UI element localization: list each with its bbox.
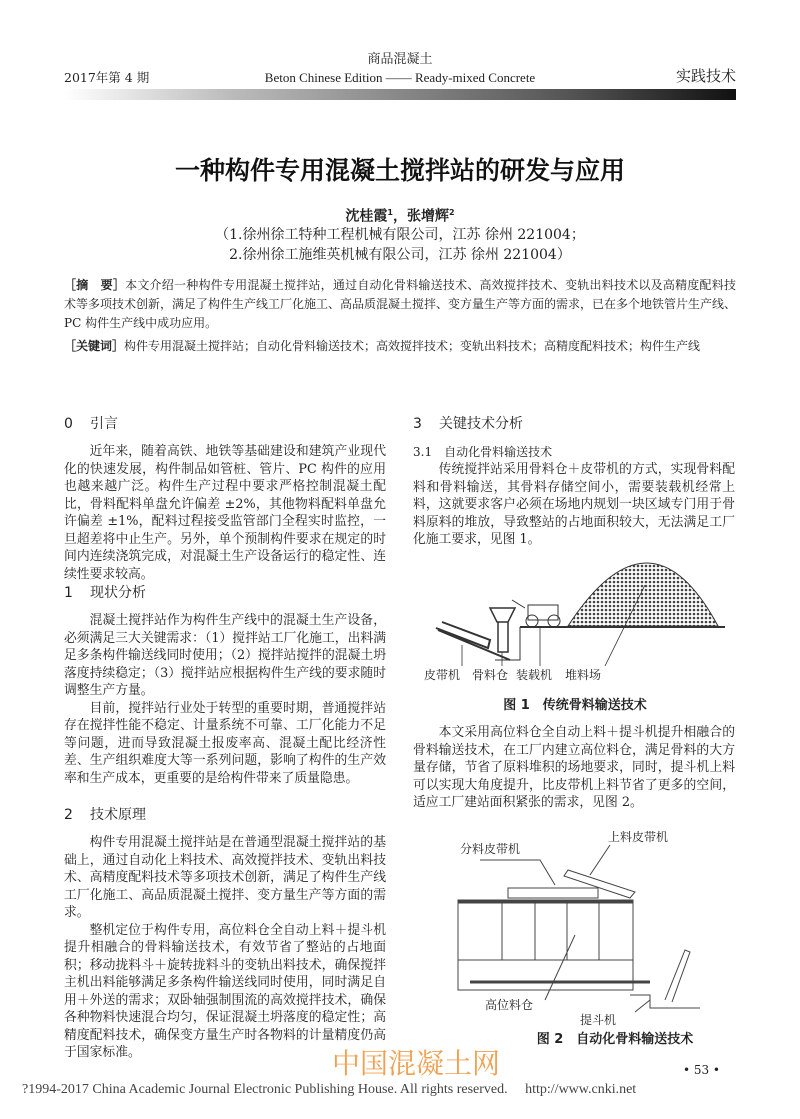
magazine-name: 商品混凝土 (367, 52, 433, 67)
figure-label: 装载机 (516, 668, 553, 682)
paragraph: 目前，搅拌站行业处于转型的重要时期，普通搅拌站存在搅拌性能不稳定、计量系统不可靠、工厂化能力不足等问题，进而导致混凝土报废率高、混凝土配比经济性差、生产组织难度大等一系列问题，影响了构件的生产效率和生产成本，更重要的是给构件带来了质量隐患。 (64, 700, 386, 786)
author-separator: ， (393, 208, 407, 225)
author-name: 张增辉 (407, 208, 449, 225)
figure-label: 分料皮带机 (460, 842, 521, 856)
authors (0, 203, 800, 227)
figure-2 (450, 830, 750, 1030)
figure-1-caption: 图 1 传统骨料输送技术 (503, 698, 647, 713)
paper-title: 一种构件专用混凝土搅拌站的研发与应用 (174, 156, 625, 185)
section-heading: 0 引言 (64, 416, 118, 432)
watermark: 中国混凝土网 (332, 1047, 501, 1080)
figure-label: 提斗机 (580, 1013, 617, 1027)
copyright-footer: ?1994-2017 China Academic Journal Electronic Publishing House. All rights reserved. http://www.cnki.net (22, 1082, 637, 1097)
section-heading: 3 关键技术分析 (413, 416, 523, 432)
figure-label: 骨料仓 (472, 668, 509, 682)
belt-conveyor (436, 622, 510, 660)
paragraph: 混凝土搅拌站作为构件生产线中的混凝土生产设备，必须满足三大关键需求：（1）搅拌站工厂化施工，出料满足多条构件输送线同时使用；（2）搅拌站搅拌的混凝土坍落度持续稳定；（3）搅拌站应根据构件生产线的要求随时调整生产方量。 (64, 613, 386, 698)
distribution-belt (508, 888, 598, 898)
abstract-text: 本文介绍一种构件专用混凝土搅拌站，通过自动化骨料输送技术、高效搅拌技术、变轨出料技术以及高精度配料技术等多项技术创新，满足了构件生产线工厂化施工、高品质混凝土搅拌、变方量生产等方面的需求，已在多个地铁管片生产线、PC 构件生产线中成功应用。 (64, 278, 737, 330)
section-3 (413, 415, 735, 549)
paragraph: 近年来，随着高铁、地铁等基础建设和建筑产业现代化的快速发展，构件制品如管桩、管片、PC 构件的应用也越来越广泛。构件生产过程中要求严格控制混凝土配比，骨料配料单盘允许偏差 ±2%，其他物料配料单盘允许偏差 ±1%，配料过程接受监管部门全程实时监控，一旦超差将中止生产。另外，单个预制构件要求在规定的时间内连续浇筑完成，对混凝土生产设备运行的稳定性、连续性要求较高。 (64, 444, 386, 582)
paragraph: 构件专用混凝土搅拌站是在普通型混凝土搅拌站的基础上，通过自动化上料技术、高效搅拌技术、变轨出料技术、高精度配料技术等多项技术创新，满足了构件生产线工厂化施工、高品质混凝土搅拌、变方量生产等方面的需求。 (64, 835, 386, 920)
affiliation: （1.徐州徐工特种工程机械有限公司，江苏 徐州 221004； (215, 227, 585, 243)
figure-label: 高位料仓 (485, 998, 534, 1012)
figure-1 (420, 560, 770, 690)
keywords (64, 337, 736, 356)
paragraph: 本文采用高位料仓全自动上料＋提斗机提升相融合的骨料输送技术，在工厂内建立高位料仓，满足骨料的大方量存储，节省了原料堆积的场地要求，同时，提斗机上料可以实现大角度提升，比皮带机上料节省了更多的空间，适应工厂建站面积紧张的需求，见图 2。 (413, 725, 735, 810)
author-name: 沈桂霞 (345, 208, 388, 225)
aggregate-pile (568, 563, 718, 626)
subsection-heading: 3.1 自动化骨料输送技术 (413, 445, 553, 459)
aggregate-bin (490, 608, 515, 652)
issue-label: 2017年第 4 期 (64, 70, 150, 85)
section-2 (64, 806, 386, 1062)
affiliation: 2.徐州徐工施维英机械有限公司，江苏 徐州 221004） (229, 247, 571, 263)
section-heading: 2 技术原理 (64, 807, 146, 823)
header-gradient-bar (64, 89, 736, 100)
feeding-belt (564, 870, 635, 898)
section-heading: 1 现状分析 (64, 585, 146, 601)
section-1 (64, 584, 386, 787)
author-affil-mark: 2 (449, 208, 455, 217)
bucket-elevator (665, 950, 690, 1002)
right-column-continued (413, 724, 735, 812)
figure-label: 上料皮带机 (608, 830, 669, 844)
section-label: 实践技术 (675, 67, 736, 85)
paragraph: 传统搅拌站采用骨料仓＋皮带机的方式，实现骨料配料和骨料输送，其骨料存储空间小，需要装载机经常上料，这就要求客户必须在场地内规划一块区域专门用于骨料原料的堆放，导致整站的占地面积较大，无法满足工厂化施工要求，见图 1。 (413, 462, 735, 547)
abstract (64, 276, 736, 333)
section-0 (64, 415, 386, 583)
keywords-text: 构件专用混凝土搅拌站；自动化骨料输送技术；高效搅拌技术；变轨出料技术；高精度配料技术；构件生产线 (124, 339, 701, 353)
abstract-label: ［摘 要］ (64, 278, 126, 292)
keywords-label: ［关键词］ (64, 339, 125, 353)
figure-2-caption: 图 2 自动化骨料输送技术 (536, 1032, 694, 1047)
figure-label: 皮带机 (424, 668, 461, 682)
author-affil-mark: 1 (387, 208, 393, 217)
high-silo (458, 900, 633, 990)
figure-label: 堆料场 (565, 668, 602, 682)
loader (512, 600, 560, 627)
paragraph: 整机定位于构件专用，高位料仓全自动上料＋提斗机提升相融合的骨料输送技术，有效节省了整站的占地面积；移动拢料斗＋旋转拢料斗的变轨出料技术，确保搅拌主机出料能够满足多条构件输送线同时使用，同时满足自用＋外送的需求；双卧轴强制围流的高效搅拌技术，确保各种物料快速混合均匀，保证混凝土坍落度的稳定性；高精度配料技术，确保变方量生产时各物料的计量精度仍高于国家标准。 (64, 922, 386, 1060)
page-number: • 53 • (682, 1063, 720, 1077)
magazine-english-name: Beton Chinese Edition —— Ready-mixed Concrete (264, 70, 536, 85)
